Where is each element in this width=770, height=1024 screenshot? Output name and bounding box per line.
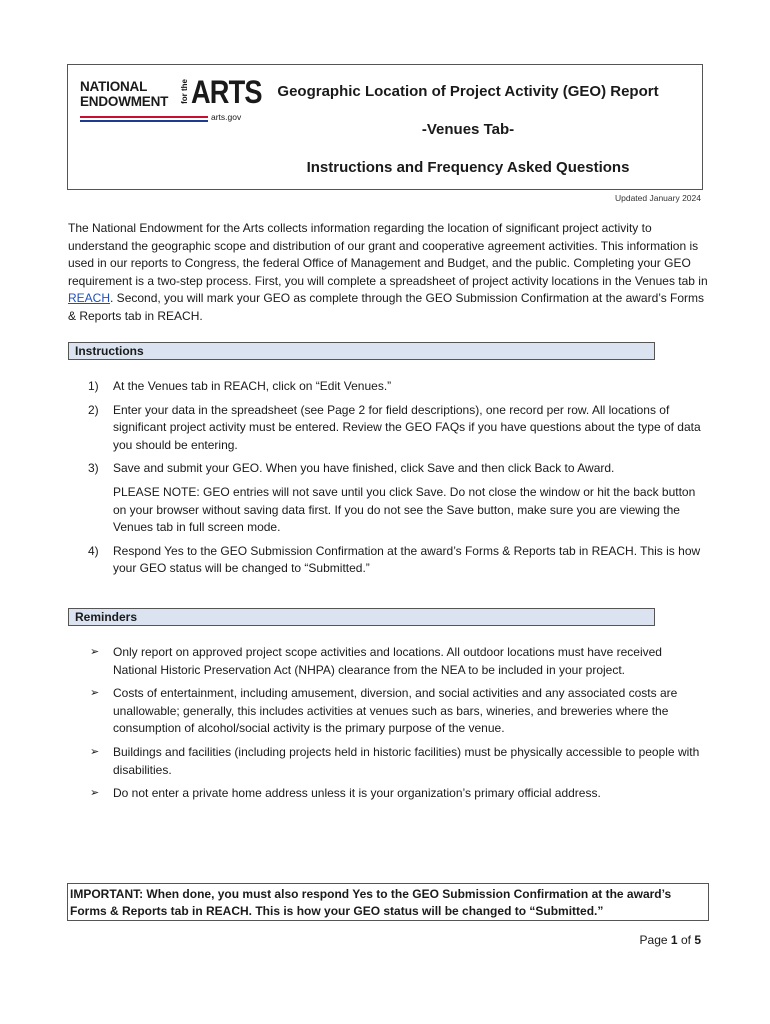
reminders-list	[88, 644, 708, 809]
intro-paragraph: The National Endowment for the Arts collects information regarding the location of significant project activity to understand the geographic scope and distribution of our grant and cooperative agreement activities. This information is used in our reports to Congress, the federal Office of Management and Budget, and the public. Completing your GEO requirement is a two-step process. First, you will complete a spreadsheet of project activity locations in the Venues tab in REACH. Second, you will mark your GEO as complete through the GEO Submission Confirmation at the award’s Forms & Reports tab in REACH.	[68, 221, 708, 323]
please-note: PLEASE NOTE: GEO entries will not save until you click Save. Do not close the window or hit the back button on your browser without saving data first. If you do not see the Save button, make sure you are viewing the Venues tab in full screen mode.	[113, 484, 696, 535]
report-subtitle: -Venues Tab-	[421, 121, 515, 138]
logo-red-rule	[80, 116, 208, 118]
instructions-heading: Instructions	[68, 342, 655, 360]
list-item: ➢ Costs of entertainment, including amusement, diversion, and social activities and any associated costs are unallowable; generally, this includes activities at venues such as bars, wineries, and breweries where the consumption of alcohol/social activity is the primary purpose of the venue.	[90, 686, 678, 736]
list-item: 1) At the Venues tab in REACH, click on “Edit Venues.”	[88, 379, 392, 393]
arrow-bullet-icon: ➢	[90, 646, 100, 658]
logo-arts: ARTS	[191, 74, 262, 110]
updated-date: Updated January 2024	[614, 193, 701, 203]
list-item: 3) Save and submit your GEO. When you have finished, click Save and then click Back to Award. PLEASE NOTE: GEO entries will not save until you click Save. Do not close the window or hit the back button on your browser without saving data first. If you do not see the Save button, make sure you are viewing the Venues tab in full screen mode.	[88, 460, 708, 536]
logo-url: arts.gov	[211, 112, 242, 122]
report-heading: Instructions and Frequency Asked Questions	[306, 159, 630, 176]
important-notice: IMPORTANT: When done, you must also respond Yes to the GEO Submission Confirmation at the award’s Forms & Reports tab in REACH. This is how your GEO status will be changed to “Submitted.”	[67, 883, 709, 921]
logo-blue-rule	[80, 120, 208, 122]
instructions-list	[88, 378, 708, 584]
reminders-heading: Reminders	[68, 608, 655, 626]
list-item: 2) Enter your data in the spreadsheet (see Page 2 for field descriptions), one record per row. All locations of significant project activity must be entered. Review the GEO FAQs if you have questions about the type of data you should be entering.	[88, 402, 701, 452]
list-item: ➢ Do not enter a private home address unless it is your organization’s primary official address.	[88, 785, 708, 803]
nea-logo	[80, 74, 262, 129]
list-item: ➢ Buildings and facilities (including projects held in historic facilities) must be physically accessible to people with disabilities.	[90, 744, 700, 777]
document-header	[67, 64, 703, 190]
arrow-bullet-icon: ➢	[90, 745, 100, 758]
logo-wordmark: NATIONAL ENDOWMENT	[80, 79, 169, 109]
arrow-bullet-icon: ➢	[90, 787, 100, 800]
report-title: Geographic Location of Project Activity (GEO) Report	[277, 83, 659, 100]
page-number: Page 1 of 5	[639, 933, 701, 947]
list-item: ➢ Only report on approved project scope activities and locations. All outdoor locations must have received National Historic Preservation Act (NHPA) clearance from the NEA to be included in your project.	[90, 645, 662, 677]
list-item: 4) Respond Yes to the GEO Submission Confirmation at the award’s Forms & Reports tab in REACH. This is how your GEO status will be changed to “Submitted.”	[88, 543, 701, 576]
arrow-bullet-icon: ➢	[90, 687, 100, 700]
reach-link[interactable]: REACH	[68, 291, 111, 306]
logo-for-the: for the	[180, 79, 189, 104]
